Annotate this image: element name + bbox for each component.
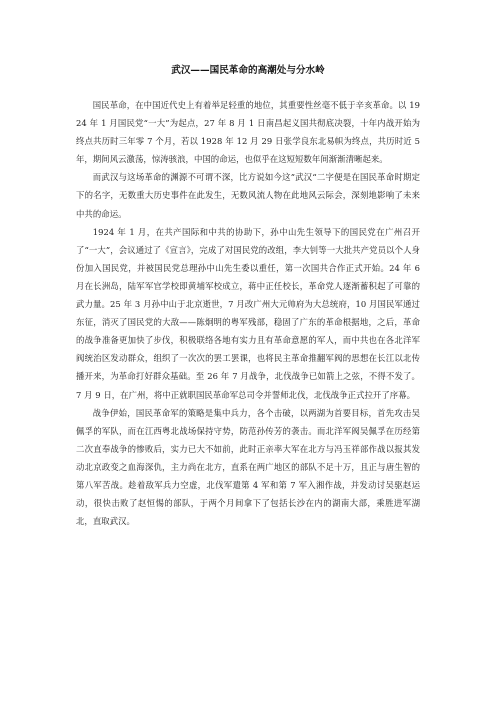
paragraph: 战争伊始，国民革命军的策略是集中兵力，各个击破，以两湖为首要目标，首先攻击吴佩孚的军队，而在江西粤北战场保持守势，防范孙传芳的袭击。而北洋军阀吴佩孚在历经第二次直奉战争的惨败后，实力已大不如前，此时正亲率大军在北方与冯玉祥部作战以报其发动北京政变之血海深仇，主力尚在北方，直系在两广地区的部队不足十万，且正与唐生智的第八军苦战。趁着敌军兵力空虚，北伐军遣第 4 军和第 7 军入湘作战，并发动讨吴驱赵运动，很快击败了赵恒惕的部队，于两个月间拿下了包括长沙在内的湖南大部，乘胜进军湖北，直取武汉。 (76, 407, 420, 527)
document-body (76, 96, 420, 530)
paragraph: 而武汉与这场革命的渊源不可谓不深，比方说如今这”武汉“二字便是在国民革命时期定下的名字，无数重大历史事件在此发生，无数风流人物在此地风云际会，深刻地影响了未来中共的命运。 (76, 172, 420, 219)
document-title: 武汉——国民革命的高潮处与分水岭 (171, 65, 325, 76)
paragraph: 1924 年 1 月，在共产国际和中共的协助下，孙中山先生领导下的国民党在广州召开了“一大”，会议通过了《宣言》，完成了对国民党的改组，李大钊等一大批共产党员以个人身份加入国民党，并被国民党总理孙中山先生委以重任，第一次国共合作正式开始。24 年 6 月在长洲岛，陆军军官学校即黄埔军校成立，蒋中正任校长，革命党人逐渐蓄积起了可靠的武力量。25 年 3 月孙中山于北京逝世，7 月改广州大元帅府为大总统府，10 月国民军通过东征，消灭了国民党的大敌——陈炯明的粤军残部，稳固了广东的革命根据地，之后，革命的战争准备更加快了步伐，积极联络各地有实力且有革命意愿的军人，而中共也在各北洋军阀统治区发动群众，组织了一次次的罢工罢课，也将民主革命推翻军阀的思想在长江以北传播开来，为革命打好群众基础。至 26 年 7 月战争，北伐战争已如箭上之弦，不得不发了。7 月 9 日，在广州，将中正就职国民革命军总司令并誓师北伐，北伐战争正式拉开了序幕。 (76, 226, 420, 400)
paragraph: 国民革命，在中国近代史上有着举足轻重的地位，其重要性丝毫不低于辛亥革命。以 1924 年 1 月国民党“一大”为起点，27 年 8 月 1 日南昌起义国共彻底决裂，十年内战开始为终点共历时三年零 7 个月，若以 1928 年 12 月 29 日张学良东北易帜为终点，共历时近 5 年，期间风云激荡，惊涛骇浪，中国的命运，也似乎在这短短数年间渐渐清晰起来。 (76, 100, 420, 165)
